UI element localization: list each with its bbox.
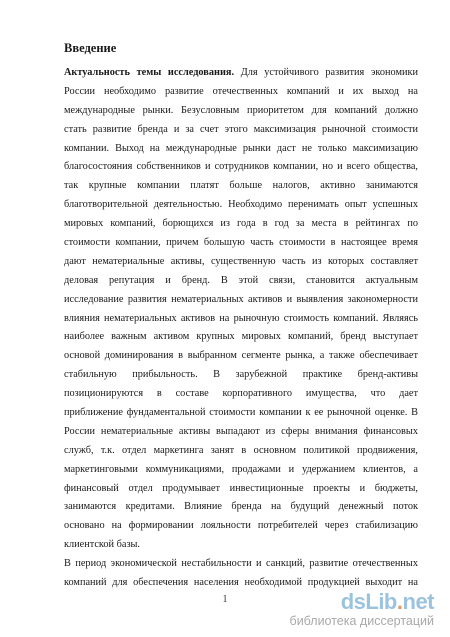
- text-line: служб, т.к. отдел маркетинга занят в основном политикой продвижения,: [64, 444, 418, 456]
- text-line: стоимости компании, причем большую часть стоимости в настоящее время: [64, 237, 418, 249]
- text-line: деловая репутация и бренд. В этой связи, становится актуальным: [64, 274, 418, 286]
- text-line: приближение фундаментальной стоимости компании к ее рыночной оценке. В: [64, 407, 418, 419]
- text-line: дают нематериальные активы, существенную часть из которых составляет: [64, 255, 418, 267]
- text-line: финансовый отдел продумывает инвестиционные проекты и бюджеты,: [64, 482, 418, 494]
- text-line: международные рынки. Безусловным приоритетом для компаний должно: [64, 104, 418, 116]
- paragraph-lead-rest: Для устойчивого развития экономики: [234, 67, 419, 78]
- text-line: исследование развития нематериальных активов и выявления закономерности: [64, 293, 418, 305]
- text-line: [64, 64, 418, 83]
- text-line: В период экономической нестабильности и санкций, развитие отечественных: [64, 558, 418, 570]
- text-line: позиционируются в составе корпоративного имущества, что дает: [64, 388, 418, 400]
- paragraph-lead: Актуальность темы исследования.: [64, 67, 235, 78]
- watermark-subtitle: библиотека диссертаций: [289, 614, 434, 628]
- text-line: стать развитие бренда и за счет этого максимизация рыночной стоимости: [64, 123, 418, 135]
- text-line: влияния нематериальных активов на рыночную стоимость компаний. Являясь: [64, 312, 418, 324]
- text-line: России нематериальные активы выпадают из сферы внимания финансовых: [64, 425, 418, 437]
- text-line: компаний для обеспечения населения необходимой продукцией выходит на: [64, 577, 418, 589]
- text-line: так крупные компании платят больше налогов, активно занимаются: [64, 180, 418, 192]
- text-line: стабильную прибыльность. В зарубежной практике бренд-активы: [64, 369, 418, 381]
- text-line: клиентской базы.: [64, 539, 141, 551]
- text-line: России необходимо развитие отечественных компаний и их выход на: [64, 85, 418, 97]
- text-line: занимаются кредитами. Влияние бренда на будущий денежный поток: [64, 501, 418, 513]
- text-line: компании. Выход на международные рынки даст не только максимизацию: [64, 142, 418, 154]
- watermark: [290, 591, 434, 628]
- text-line: маркетинговыми коммуникациями, продажами и удержанием клиентов, а: [64, 463, 418, 475]
- watermark-logo: dsLib.net: [340, 589, 434, 614]
- page-heading: Введение: [64, 41, 117, 55]
- text-line: основой доминирования в выбранном сегменте рынка, а также обеспечивает: [64, 350, 418, 362]
- text-line: благотворительной деятельностью. Необходимо перенимать опыт успешных: [64, 199, 418, 211]
- text-line: наиболее важным активом крупных мировых компаний, бренд выступает: [64, 331, 418, 343]
- text-line: мировых компаний, борющихся из года в год за места в рейтингах по: [64, 218, 418, 230]
- text-line: основано на формировании лояльности потребителей через стабилизацию: [64, 520, 418, 532]
- page-number: 1: [222, 594, 228, 605]
- text-line: благосостояния собственников и сотрудников компании, но и всего общества,: [64, 161, 418, 173]
- body-text: [64, 64, 418, 593]
